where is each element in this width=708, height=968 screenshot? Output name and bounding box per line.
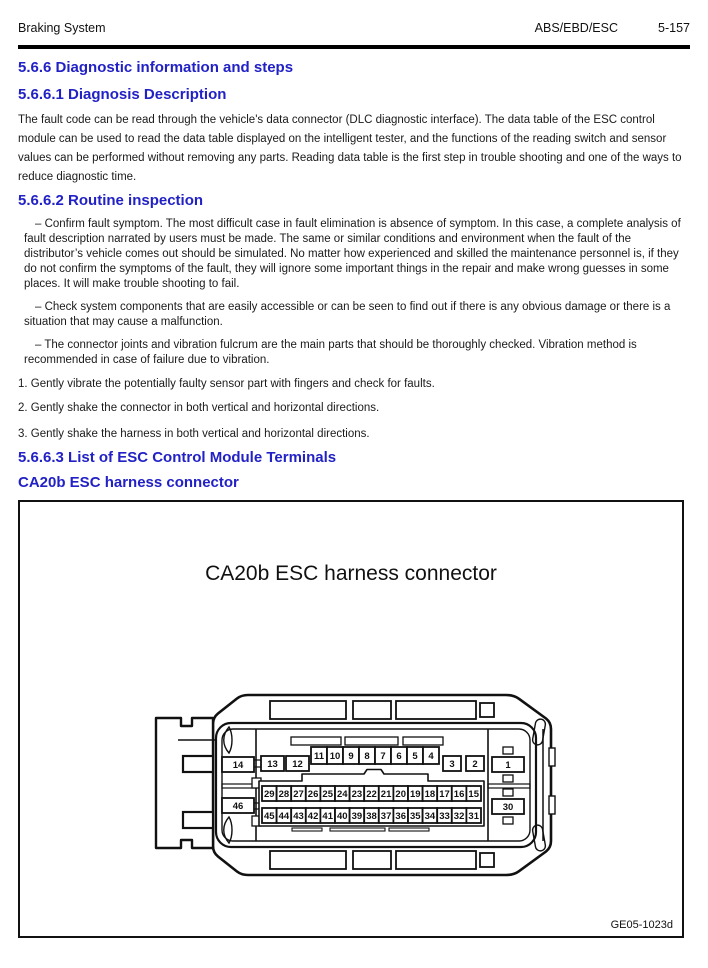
pin-15 xyxy=(466,786,481,801)
pin-30 xyxy=(492,799,524,814)
pin-35 xyxy=(408,808,423,823)
pin-22 xyxy=(364,786,379,801)
pin-14 xyxy=(222,757,254,772)
routine-item-confirm-symptom: – Confirm fault symptom. The most difficult case in fault elimination is absence of symptom. In this case, a complete analysis of fault description narrated by users must be made. The same or similar conditions and environment when the fault of the distributor’s vehicle comes out should be simulated. No matter how experienced and skilled the maintenance personnel is, if they do not confirm the symptoms of the fault, they will ignore some important things in the repair and make wrong guesses in some places. It will make trouble shooting to fail. xyxy=(24,217,681,290)
svg-text:36: 36 xyxy=(395,810,406,822)
svg-text:22: 22 xyxy=(366,788,377,800)
heading-terminal-list: 5.6.6.3 List of ESC Control Module Terminals xyxy=(18,448,337,466)
carrier-bottom-strips xyxy=(292,828,429,831)
svg-text:43: 43 xyxy=(293,810,304,822)
heading-diagnosis-description: 5.6.6.1 Diagnosis Description xyxy=(18,85,227,103)
svg-text:37: 37 xyxy=(380,810,392,822)
step-vibrate-sensor: 1. Gently vibrate the potentially faulty sensor part with fingers and check for faults. xyxy=(18,377,435,390)
svg-text:28: 28 xyxy=(278,788,290,800)
pin-21 xyxy=(379,786,394,801)
header-section-title: Braking System xyxy=(18,21,106,35)
pin-26 xyxy=(306,786,321,801)
svg-text:19: 19 xyxy=(410,788,421,800)
pin-11 xyxy=(311,747,327,764)
svg-text:3: 3 xyxy=(449,758,455,770)
connector-diagram xyxy=(138,685,568,890)
svg-text:10: 10 xyxy=(329,750,341,762)
svg-text:17: 17 xyxy=(439,788,450,800)
step-shake-connector: 2. Gently shake the connector in both vertical and horizontal directions. xyxy=(18,402,380,414)
pin-17 xyxy=(437,786,452,801)
header-system-label: ABS/EBD/ESC xyxy=(534,21,619,35)
pin-37 xyxy=(379,808,394,823)
shelf-slots xyxy=(291,737,443,745)
pin-39 xyxy=(350,808,365,823)
pin-32 xyxy=(452,808,467,823)
svg-text:7: 7 xyxy=(380,750,386,762)
pin-1 xyxy=(492,757,524,772)
svg-text:13: 13 xyxy=(267,758,278,770)
top-slots xyxy=(270,701,494,719)
pin-44 xyxy=(277,808,292,823)
pin-46 xyxy=(222,798,254,813)
pin-2 xyxy=(466,756,484,771)
svg-text:44: 44 xyxy=(278,810,290,822)
routine-item-connector-joints: – The connector joints and vibration fulcrum are the main parts that should be thoroughly checked. Vibration method is recommended in case of failure due to vibration. xyxy=(24,338,637,366)
pin-10 xyxy=(327,747,343,764)
pin-34 xyxy=(423,808,438,823)
pin-13 xyxy=(261,756,284,771)
svg-text:4: 4 xyxy=(428,750,434,762)
pin-24 xyxy=(335,786,350,801)
svg-text:41: 41 xyxy=(322,810,333,822)
svg-text:45: 45 xyxy=(264,810,275,822)
svg-text:33: 33 xyxy=(439,810,450,822)
svg-text:20: 20 xyxy=(395,788,406,800)
svg-text:14: 14 xyxy=(232,759,244,771)
connector-figure xyxy=(18,500,684,938)
svg-text:2: 2 xyxy=(472,758,478,770)
svg-text:1: 1 xyxy=(505,759,511,771)
figure-code: GE05-1023d xyxy=(610,918,673,931)
pin-45 xyxy=(262,808,277,823)
pin-12 xyxy=(286,756,309,771)
svg-text:18: 18 xyxy=(424,788,436,800)
pin-5 xyxy=(407,747,423,764)
pin-20 xyxy=(393,786,408,801)
svg-text:35: 35 xyxy=(410,810,421,822)
svg-text:11: 11 xyxy=(313,750,325,762)
header-page-number: 5-157 xyxy=(658,21,690,35)
paragraph-diagnosis-description: The fault code can be read through the vehicle's data connector (DLC diagnostic interface). The data table of the ESC control module can be used to read the data table displayed on the intelligent tester, and the functions of the reading switch and sensor values can be performed without removing any parts. Reading data table is the first step in trouble shooting and one of the ways to reduce diagnostic time. xyxy=(18,113,682,183)
svg-text:39: 39 xyxy=(351,810,363,822)
pin-36 xyxy=(393,808,408,823)
right-wall-notch-lower xyxy=(549,796,555,814)
svg-text:32: 32 xyxy=(453,810,465,822)
svg-text:42: 42 xyxy=(307,810,319,822)
svg-text:38: 38 xyxy=(366,810,377,822)
svg-text:34: 34 xyxy=(424,810,436,822)
pin-43 xyxy=(291,808,306,823)
svg-text:30: 30 xyxy=(502,801,514,813)
pin-29 xyxy=(262,786,277,801)
svg-text:9: 9 xyxy=(348,750,354,762)
bracket-tab-upper xyxy=(183,756,213,772)
svg-text:23: 23 xyxy=(351,788,363,800)
pin-31 xyxy=(466,808,481,823)
svg-text:31: 31 xyxy=(468,810,479,822)
pin-9 xyxy=(343,747,359,764)
pin-33 xyxy=(437,808,452,823)
svg-text:24: 24 xyxy=(337,788,348,800)
pin-3 xyxy=(443,756,461,771)
header-rule xyxy=(18,45,690,49)
pin-23 xyxy=(350,786,365,801)
svg-text:16: 16 xyxy=(453,788,465,800)
pin-4 xyxy=(423,747,439,764)
bottom-slots xyxy=(270,851,494,869)
pin-16 xyxy=(452,786,467,801)
pin-38 xyxy=(364,808,379,823)
bracket-tab-lower xyxy=(183,812,213,828)
figure-title: CA20b ESC harness connector xyxy=(205,561,497,585)
routine-item-check-components: – Check system components that are easily accessible or can be seen to find out if there is any obvious damage or there is a situation that may cause a malfunction. xyxy=(24,300,671,328)
svg-text:15: 15 xyxy=(468,788,479,800)
heading-harness-connector: CA20b ESC harness connector xyxy=(18,473,239,491)
pin-42 xyxy=(306,808,321,823)
svg-text:21: 21 xyxy=(380,788,392,800)
svg-text:46: 46 xyxy=(232,800,244,812)
svg-text:40: 40 xyxy=(337,810,348,822)
svg-text:6: 6 xyxy=(396,750,402,762)
heading-diagnostic-info: 5.6.6 Diagnostic information and steps xyxy=(18,58,294,76)
pin-25 xyxy=(320,786,335,801)
pin-7 xyxy=(375,747,391,764)
pin-19 xyxy=(408,786,423,801)
svg-text:26: 26 xyxy=(307,788,319,800)
svg-text:25: 25 xyxy=(322,788,333,800)
heading-routine-inspection: 5.6.6.2 Routine inspection xyxy=(18,191,204,209)
pin-28 xyxy=(277,786,292,801)
svg-text:5: 5 xyxy=(412,750,418,762)
svg-text:12: 12 xyxy=(292,758,303,770)
svg-text:29: 29 xyxy=(264,788,275,800)
pin-41 xyxy=(320,808,335,823)
pin-18 xyxy=(423,786,438,801)
pin-40 xyxy=(335,808,350,823)
page-header xyxy=(18,20,690,36)
pin-8 xyxy=(359,747,375,764)
right-wall-notch-upper xyxy=(549,748,555,766)
svg-text:8: 8 xyxy=(364,750,370,762)
step-shake-harness: 3. Gently shake the harness in both vertical and horizontal directions. xyxy=(18,427,370,440)
pin-27 xyxy=(291,786,306,801)
svg-text:27: 27 xyxy=(293,788,304,800)
pin-6 xyxy=(391,747,407,764)
